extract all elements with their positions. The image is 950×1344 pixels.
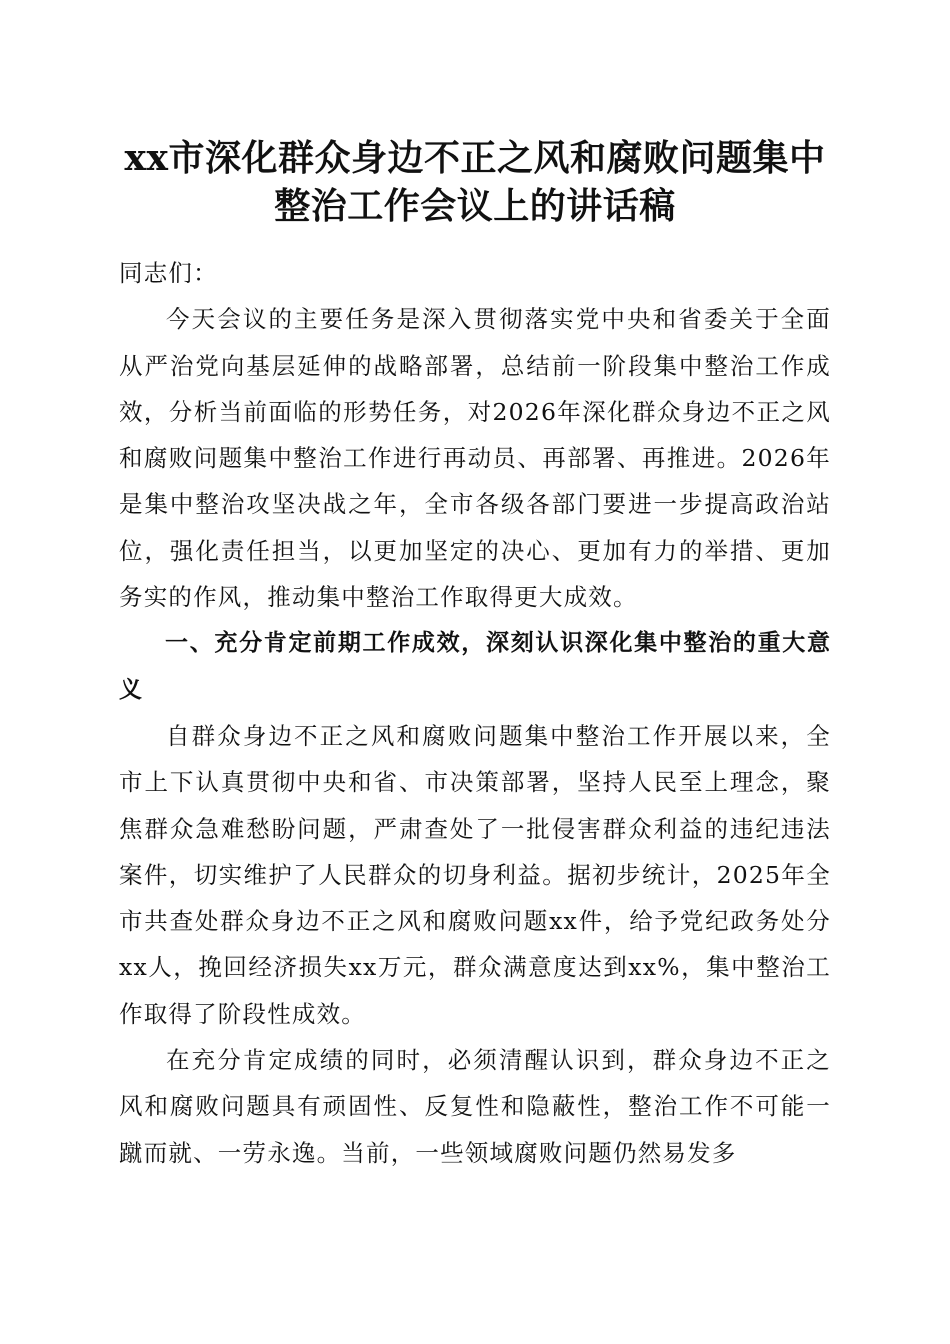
paragraph-intro: 今天会议的主要任务是深入贯彻落实党中央和省委关于全面从严治党向基层延伸的战略部署，总结前一阶段集中整治工作成效，分析当前面临的形势任务，对2026年深化群众身边不正之风和腐败问题集中整治工作进行再动员、再部署、再推进。2026年是集中整治攻坚决战之年，全市各级各部门要进一步提高政治站位，强化责任担当，以更加坚定的决心、更加有力的举措、更加务实的作风，推动集中整治工作取得更大成效。 xyxy=(119,305,831,612)
salutation: 同志们： xyxy=(119,259,218,287)
title-line-2: 整治工作会议上的讲话稿 xyxy=(274,185,676,227)
title-line-1: xx市深化群众身边不正之风和腐败问题集中 xyxy=(124,137,826,179)
document-title xyxy=(60,134,890,230)
section-heading-1: 一、充分肯定前期工作成效，深刻认识深化集中整治的重大意义 xyxy=(119,630,831,703)
paragraph-challenges: 在充分肯定成绩的同时，必须清醒认识到，群众身边不正之风和腐败问题具有顽固性、反复性和隐蔽性，整治工作不可能一蹴而就、一劳永逸。当前，一些领域腐败问题仍然易发多 xyxy=(119,1046,831,1167)
paragraph-achievements: 自群众身边不正之风和腐败问题集中整治工作开展以来，全市上下认真贯彻中央和省、市决策部署，坚持人民至上理念，聚焦群众急难愁盼问题，严肃查处了一批侵害群众利益的违纪违法案件，切实维护了人民群众的切身利益。据初步统计，2025年全市共查处群众身边不正之风和腐败问题xx件，给予党纪政务处分xx人，挽回经济损失xx万元，群众满意度达到xx%，集中整治工作取得了阶段性成效。 xyxy=(119,721,831,1028)
document-body xyxy=(119,250,831,1176)
